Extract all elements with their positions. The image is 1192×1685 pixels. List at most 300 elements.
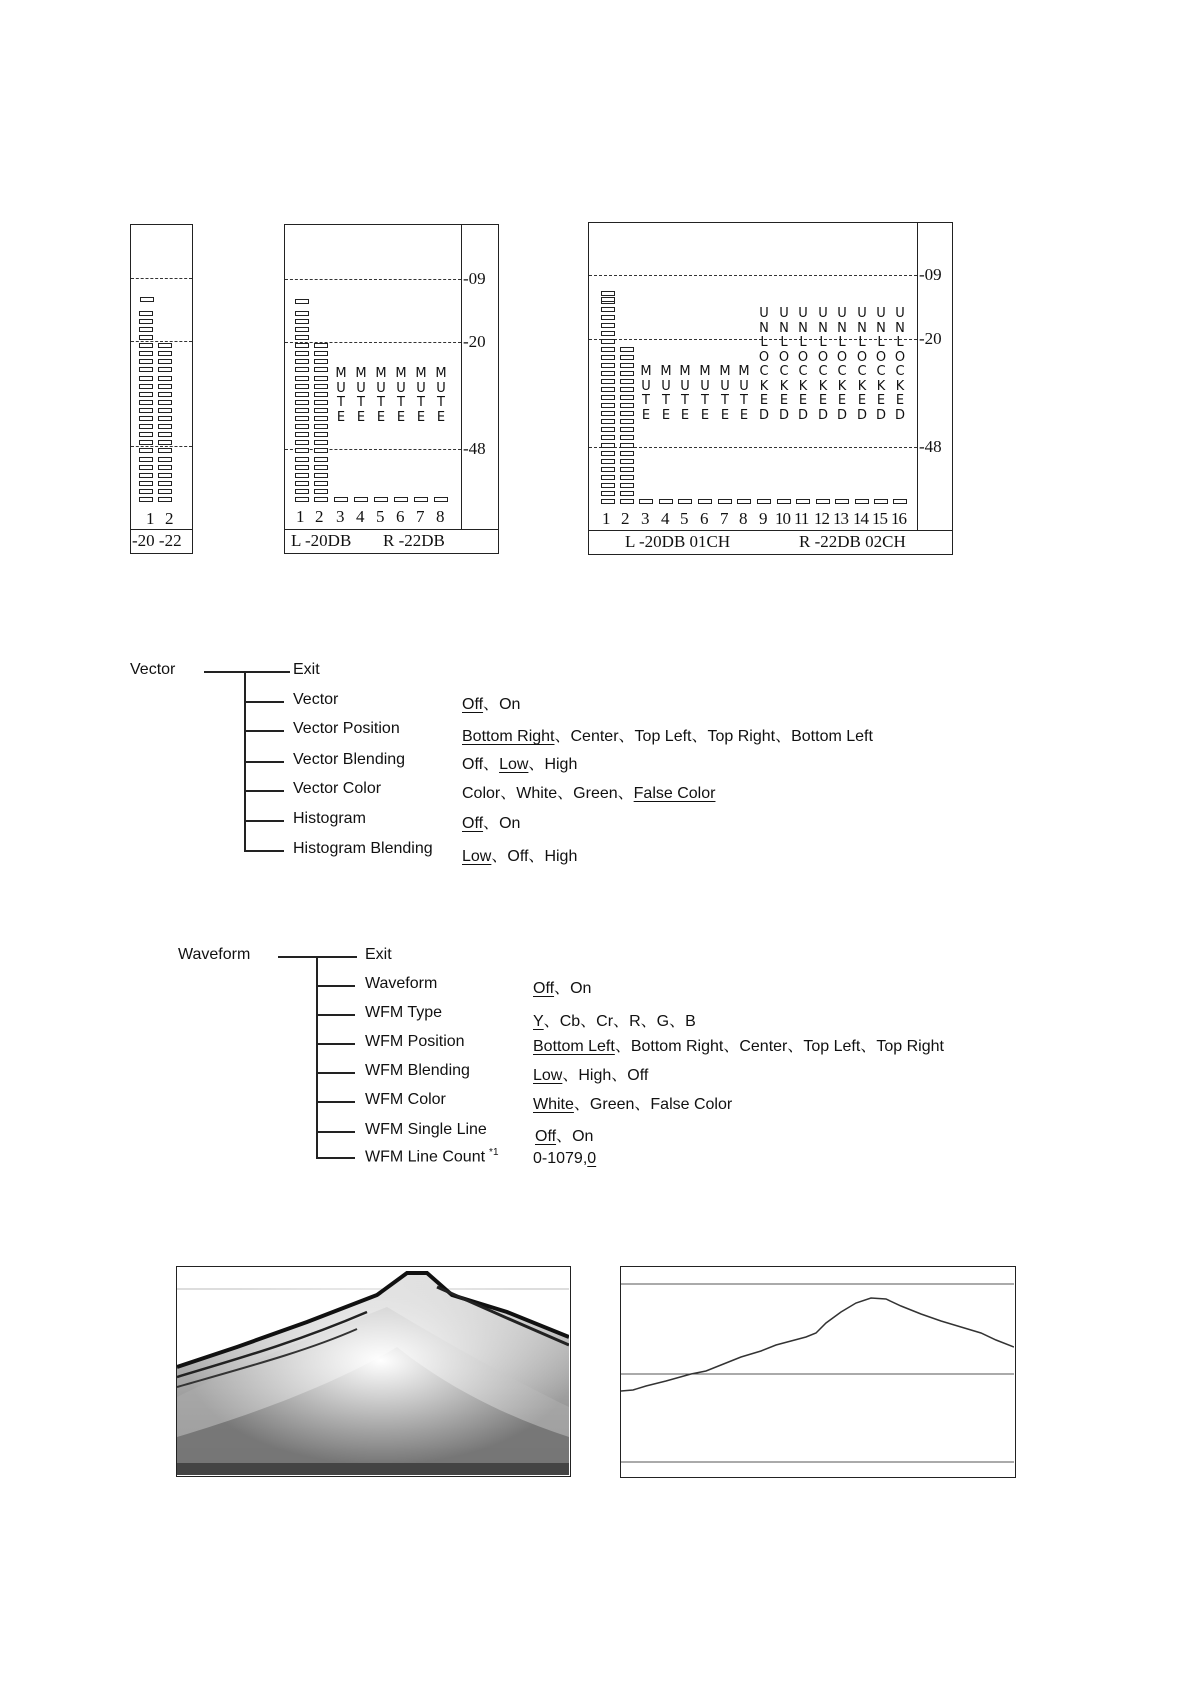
meter-segment: [158, 440, 172, 445]
meter-segment: [139, 424, 153, 429]
channel-number: 1: [146, 509, 155, 528]
meter-segment: [601, 331, 615, 336]
meter-segment: [874, 499, 888, 504]
scale-label: -48: [463, 439, 486, 458]
meter-segment: [158, 448, 172, 453]
meter-segment: [139, 448, 153, 453]
meter-segment: [139, 319, 153, 324]
meter-segment: [139, 457, 153, 462]
menu-item-label: Vector Position: [293, 720, 400, 737]
meter-segment: [601, 315, 615, 320]
meter-segment: [295, 384, 309, 389]
meter-segment: [620, 363, 634, 368]
option-separator: 、: [573, 1096, 590, 1113]
meter-segment: [295, 448, 309, 453]
option-separator: 、: [554, 728, 571, 745]
meter-segment: [620, 435, 634, 440]
meter-segment: [158, 457, 172, 462]
meter-segment: [601, 339, 615, 344]
meter-segment: [158, 392, 172, 397]
meter-segment: [314, 481, 328, 486]
channel-number: 7: [720, 509, 729, 528]
menu-item-options: [462, 751, 577, 774]
meter-segment: [158, 367, 172, 372]
mute-label: M U T E: [375, 366, 387, 425]
meter-segment: [757, 499, 771, 504]
meter-segment: [314, 343, 328, 348]
default-option: Off: [462, 815, 484, 832]
channel-number: 8: [436, 507, 445, 526]
level-line-09: [285, 279, 461, 280]
option-separator: 、: [580, 1013, 597, 1030]
mute-label: M U T E: [435, 366, 447, 425]
option: Color: [462, 785, 501, 802]
meter-segment: [295, 319, 309, 324]
meter-segment: [295, 376, 309, 381]
menu-item-options: [535, 1123, 593, 1146]
meter-segment: [314, 489, 328, 494]
default-option: Off: [533, 980, 555, 997]
tree-branch: [316, 1157, 355, 1159]
tree-branch: [316, 1101, 355, 1103]
level-line-48: [589, 447, 917, 448]
peak-hold: [601, 297, 615, 302]
tree-branch: [316, 1072, 355, 1074]
menu-item-label: Waveform: [365, 975, 438, 992]
channel-number: 8: [739, 509, 748, 528]
menu-item-options: [533, 975, 591, 998]
option: Bottom Left: [791, 728, 873, 745]
option: Top Left: [803, 1038, 861, 1055]
meter-segment: [354, 497, 368, 502]
option: False Color: [650, 1096, 733, 1113]
meter-segment: [314, 424, 328, 429]
channel-number: 2: [315, 507, 324, 526]
tree-branch: [244, 790, 284, 792]
option: Center: [570, 728, 619, 745]
meter-segment: [314, 359, 328, 364]
meter-segment: [796, 499, 810, 504]
channel-number: 14: [853, 509, 868, 528]
option: White: [516, 785, 558, 802]
meter-segment: [314, 457, 328, 462]
option: Off: [627, 1067, 649, 1084]
tree-branch: [244, 850, 284, 852]
menu-item-options: [533, 1091, 732, 1114]
channel-number: 11: [794, 509, 809, 528]
option-separator: 、: [554, 980, 571, 997]
option: Top Right: [876, 1038, 944, 1055]
meter-segment: [295, 400, 309, 405]
tree-branch: [244, 761, 284, 763]
scale-label: -20: [463, 332, 486, 351]
level-line-48: [285, 449, 461, 450]
menu-item-options: [462, 691, 520, 714]
option-separator: 、: [611, 1067, 628, 1084]
meter-segment: [314, 465, 328, 470]
meter-segment: [314, 400, 328, 405]
channel-number: 15: [872, 509, 887, 528]
menu-item-label: Exit: [365, 946, 392, 963]
meter-segment: [601, 491, 615, 496]
meter-segment: [601, 291, 615, 296]
option: High: [544, 756, 578, 773]
meter-segment: [139, 408, 153, 413]
channel-number: 5: [680, 509, 689, 528]
option: Top Left: [634, 728, 692, 745]
meter-segment: [158, 473, 172, 478]
meter-segment: [139, 351, 153, 356]
meter-segment: [158, 400, 172, 405]
menu-item-label: Exit: [293, 661, 320, 678]
meter-segment: [620, 387, 634, 392]
meter-segment: [620, 467, 634, 472]
meter-segment: [601, 459, 615, 464]
meter-segment: [601, 451, 615, 456]
meter-segment: [601, 379, 615, 384]
waveform-menu-root: Waveform: [178, 946, 251, 963]
meter-segment: [620, 483, 634, 488]
channel-number: 12: [814, 509, 829, 528]
meter-segment: [777, 499, 791, 504]
meter-segment: [737, 499, 751, 504]
option: Green: [573, 785, 618, 802]
meter-segment: [139, 432, 153, 437]
option: High: [544, 848, 578, 865]
meter-segment: [620, 355, 634, 360]
tree-branch: [244, 671, 284, 673]
option: On: [499, 696, 521, 713]
meter-segment: [295, 465, 309, 470]
option: Top Right: [707, 728, 776, 745]
meter-segment: [139, 376, 153, 381]
option: Cr: [596, 1013, 614, 1030]
meter-segment: [139, 392, 153, 397]
meter-segment: [620, 443, 634, 448]
menu-item-label: Histogram Blending: [293, 840, 433, 857]
option-separator: 、: [669, 1013, 686, 1030]
meter-segment: [139, 416, 153, 421]
option-separator: 、: [775, 728, 792, 745]
unlocked-label: U N L O C K E D: [894, 306, 906, 423]
meter-segment: [139, 384, 153, 389]
meter-footer-left: L -20DB 01CH: [625, 532, 731, 551]
meter-segment: [816, 499, 830, 504]
channel-number: 1: [602, 509, 611, 528]
meter-segment: [620, 475, 634, 480]
mute-label: M U T E: [415, 366, 427, 425]
meter-segment: [139, 489, 153, 494]
mute-label: M U T E: [640, 364, 652, 423]
meter-segment: [314, 432, 328, 437]
menu-item-label: WFM Position: [365, 1033, 465, 1050]
option: On: [572, 1128, 594, 1145]
audio-meter-8ch: [284, 224, 499, 554]
level-line-20: [285, 342, 461, 343]
option-separator: 、: [618, 728, 635, 745]
unlocked-label: U N L O C K E D: [856, 306, 868, 423]
menu-item-options: [533, 1008, 696, 1031]
option-separator: 、: [562, 1067, 579, 1084]
meter-segment: [295, 359, 309, 364]
option-separator: 、: [528, 756, 545, 773]
default-option: Y: [533, 1013, 544, 1030]
option: Green: [589, 1096, 635, 1113]
level-line-09: [131, 278, 192, 279]
option-separator: 、: [860, 1038, 877, 1055]
option-separator: 、: [556, 1128, 573, 1145]
channel-number: 3: [336, 507, 345, 526]
meter-segment: [295, 424, 309, 429]
footnote-marker: *1: [489, 1147, 499, 1158]
meter-segment: [139, 481, 153, 486]
mountain-photo: [177, 1267, 569, 1475]
default-option: White: [533, 1096, 574, 1113]
unlocked-label: U N L O C K E D: [758, 306, 770, 423]
default-option: Low: [499, 756, 529, 773]
meter-segment: [893, 499, 907, 504]
meter-segment: [434, 497, 448, 502]
option: B: [685, 1013, 696, 1030]
meter-segment: [158, 384, 172, 389]
mute-label: M U T E: [335, 366, 347, 425]
default-option: Off: [462, 696, 484, 713]
unlocked-label: U N L O C K E D: [836, 306, 848, 423]
meter-segment: [601, 387, 615, 392]
option-separator: 、: [483, 696, 500, 713]
meter-segment: [855, 499, 869, 504]
default-option: Bottom Right: [462, 728, 555, 745]
meter-segment: [158, 408, 172, 413]
channel-number: 16: [891, 509, 906, 528]
meter-segment: [295, 343, 309, 348]
meter-segment: [601, 323, 615, 328]
channel-number: 2: [621, 509, 630, 528]
audio-meter-16ch: [588, 222, 953, 555]
meter-segment: [601, 411, 615, 416]
meter-segment: [620, 411, 634, 416]
meter-segment: [158, 416, 172, 421]
meter-segment: [601, 427, 615, 432]
menu-item-label: WFM Line Count $^{*1}$: [365, 1147, 499, 1166]
menu-item-options: [462, 810, 520, 833]
meter-segment: [314, 440, 328, 445]
option-separator: 、: [483, 815, 500, 832]
meter-segment: [314, 367, 328, 372]
option: Cb: [559, 1013, 581, 1030]
meter-segment: [394, 497, 408, 502]
meter-segment: [158, 351, 172, 356]
option: Center: [739, 1038, 788, 1055]
meter-segment: [295, 335, 309, 340]
option: G: [656, 1013, 670, 1030]
channel-number: 10: [775, 509, 790, 528]
menu-item-label: WFM Single Line: [365, 1121, 487, 1138]
option-separator: 、: [634, 1096, 651, 1113]
meter-segment: [139, 311, 153, 316]
channel-number: 13: [833, 509, 848, 528]
meter-segment: [158, 489, 172, 494]
meter-footer-right: R -22DB: [383, 531, 445, 550]
meter-segment: [620, 499, 634, 504]
meter-segment: [295, 497, 309, 502]
channel-number: 6: [396, 507, 405, 526]
option-separator: 、: [528, 848, 545, 865]
level-line-20: [131, 341, 192, 342]
scale-label: -48: [919, 437, 942, 456]
meter-segment: [620, 419, 634, 424]
unlocked-label: U N L O C K E D: [797, 306, 809, 423]
meter-segment: [601, 403, 615, 408]
option-range: 0-1079,: [533, 1150, 588, 1167]
meter-segment: [601, 443, 615, 448]
meter-segment: [314, 416, 328, 421]
channel-number: 2: [165, 509, 174, 528]
meter-segment: [314, 448, 328, 453]
channel-number: 5: [376, 507, 385, 526]
scale-label: -09: [919, 265, 942, 284]
meter-segment: [295, 473, 309, 478]
meter-segment: [620, 371, 634, 376]
scale-label: -09: [463, 269, 486, 288]
meter-footer-right: R -22DB 02CH: [799, 532, 906, 551]
meter-segment: [158, 497, 172, 502]
menu-item-label: Vector Blending: [293, 751, 406, 768]
vector-menu-root: Vector: [130, 661, 176, 678]
mute-label: M U T E: [679, 364, 691, 423]
meter-segment: [139, 400, 153, 405]
option-separator: 、: [483, 756, 500, 773]
option: Off: [462, 756, 484, 773]
meter-footer: -20 -22: [132, 531, 182, 550]
meter-segment: [601, 307, 615, 312]
channel-number: 4: [661, 509, 670, 528]
audio-meter-2ch: [130, 224, 193, 554]
option-separator: 、: [557, 785, 574, 802]
meter-segment: [601, 395, 615, 400]
default-option: 0: [587, 1150, 597, 1167]
meter-segment: [601, 499, 615, 504]
meter-segment: [601, 435, 615, 440]
waveform-display: [620, 1266, 1016, 1478]
waveform-source-image: [176, 1266, 571, 1477]
menu-item-label: Histogram: [293, 810, 366, 827]
meter-segment: [139, 473, 153, 478]
tree-branch: [316, 1014, 355, 1016]
option: Off: [507, 848, 529, 865]
meter-segment: [718, 499, 732, 504]
meter-segment: [601, 363, 615, 368]
meter-segment: [314, 384, 328, 389]
meter-segment: [698, 499, 712, 504]
meter-segment: [601, 483, 615, 488]
default-option: Low: [462, 848, 492, 865]
option-separator: 、: [491, 848, 508, 865]
meter-segment: [139, 440, 153, 445]
unlocked-label: U N L O C K E D: [778, 306, 790, 423]
default-option: Off: [535, 1128, 557, 1145]
menu-item-label: WFM Blending: [365, 1062, 470, 1079]
meter-segment: [158, 424, 172, 429]
waveform-trace: [621, 1267, 1014, 1476]
meter-segment: [158, 359, 172, 364]
meter-segment: [620, 491, 634, 496]
meter-segment: [314, 376, 328, 381]
meter-segment: [659, 499, 673, 504]
meter-segment: [620, 379, 634, 384]
meter-segment: [295, 351, 309, 356]
channel-number: 7: [416, 507, 425, 526]
menu-item-label: WFM Type: [365, 1004, 443, 1021]
channel-number: 3: [641, 509, 650, 528]
meter-segment: [678, 499, 692, 504]
channel-number: 4: [356, 507, 365, 526]
meter-segment: [158, 432, 172, 437]
meter-segment: [139, 367, 153, 372]
default-option: Low: [533, 1067, 563, 1084]
menu-item-label: WFM Color: [365, 1091, 446, 1108]
meter-segment: [620, 459, 634, 464]
option-separator: 、: [640, 1013, 657, 1030]
menu-item-label: Vector Color: [293, 780, 382, 797]
meter-segment: [835, 499, 849, 504]
meter-segment: [314, 497, 328, 502]
meter-segment: [639, 499, 653, 504]
mute-label: M U T E: [738, 364, 750, 423]
tree-branch: [316, 1131, 355, 1133]
option-separator: 、: [691, 728, 708, 745]
meter-segment: [620, 347, 634, 352]
unlocked-label: U N L O C K E D: [817, 306, 829, 423]
meter-segment: [295, 489, 309, 494]
tree-branch: [316, 956, 355, 958]
menu-item-options: [533, 1062, 648, 1085]
tree-branch: [316, 985, 355, 987]
meter-segment: [314, 392, 328, 397]
mute-label: M U T E: [719, 364, 731, 423]
tree-branch: [244, 701, 284, 703]
meter-segment: [620, 395, 634, 400]
tree-branch: [244, 730, 284, 732]
default-option: False Color: [633, 785, 716, 802]
meter-segment: [601, 475, 615, 480]
meter-segment: [314, 408, 328, 413]
meter-segment: [139, 465, 153, 470]
option-separator: 、: [723, 1038, 740, 1055]
meter-segment: [601, 347, 615, 352]
option: On: [570, 980, 592, 997]
meter-segment: [295, 392, 309, 397]
scale-label: -20: [919, 329, 942, 348]
option: On: [499, 815, 521, 832]
meter-segment: [295, 367, 309, 372]
meter-segment: [314, 473, 328, 478]
meter-segment: [295, 440, 309, 445]
menu-item-options: [533, 1033, 944, 1056]
option: R: [629, 1013, 641, 1030]
option: High: [578, 1067, 612, 1084]
meter-segment: [139, 343, 153, 348]
mute-label: M U T E: [699, 364, 711, 423]
channel-number: 1: [296, 507, 305, 526]
mute-label: M U T E: [660, 364, 672, 423]
meter-segment: [295, 481, 309, 486]
meter-segment: [620, 451, 634, 456]
meter-segment: [158, 465, 172, 470]
meter-segment: [601, 371, 615, 376]
option-separator: 、: [500, 785, 517, 802]
meter-segment: [295, 432, 309, 437]
